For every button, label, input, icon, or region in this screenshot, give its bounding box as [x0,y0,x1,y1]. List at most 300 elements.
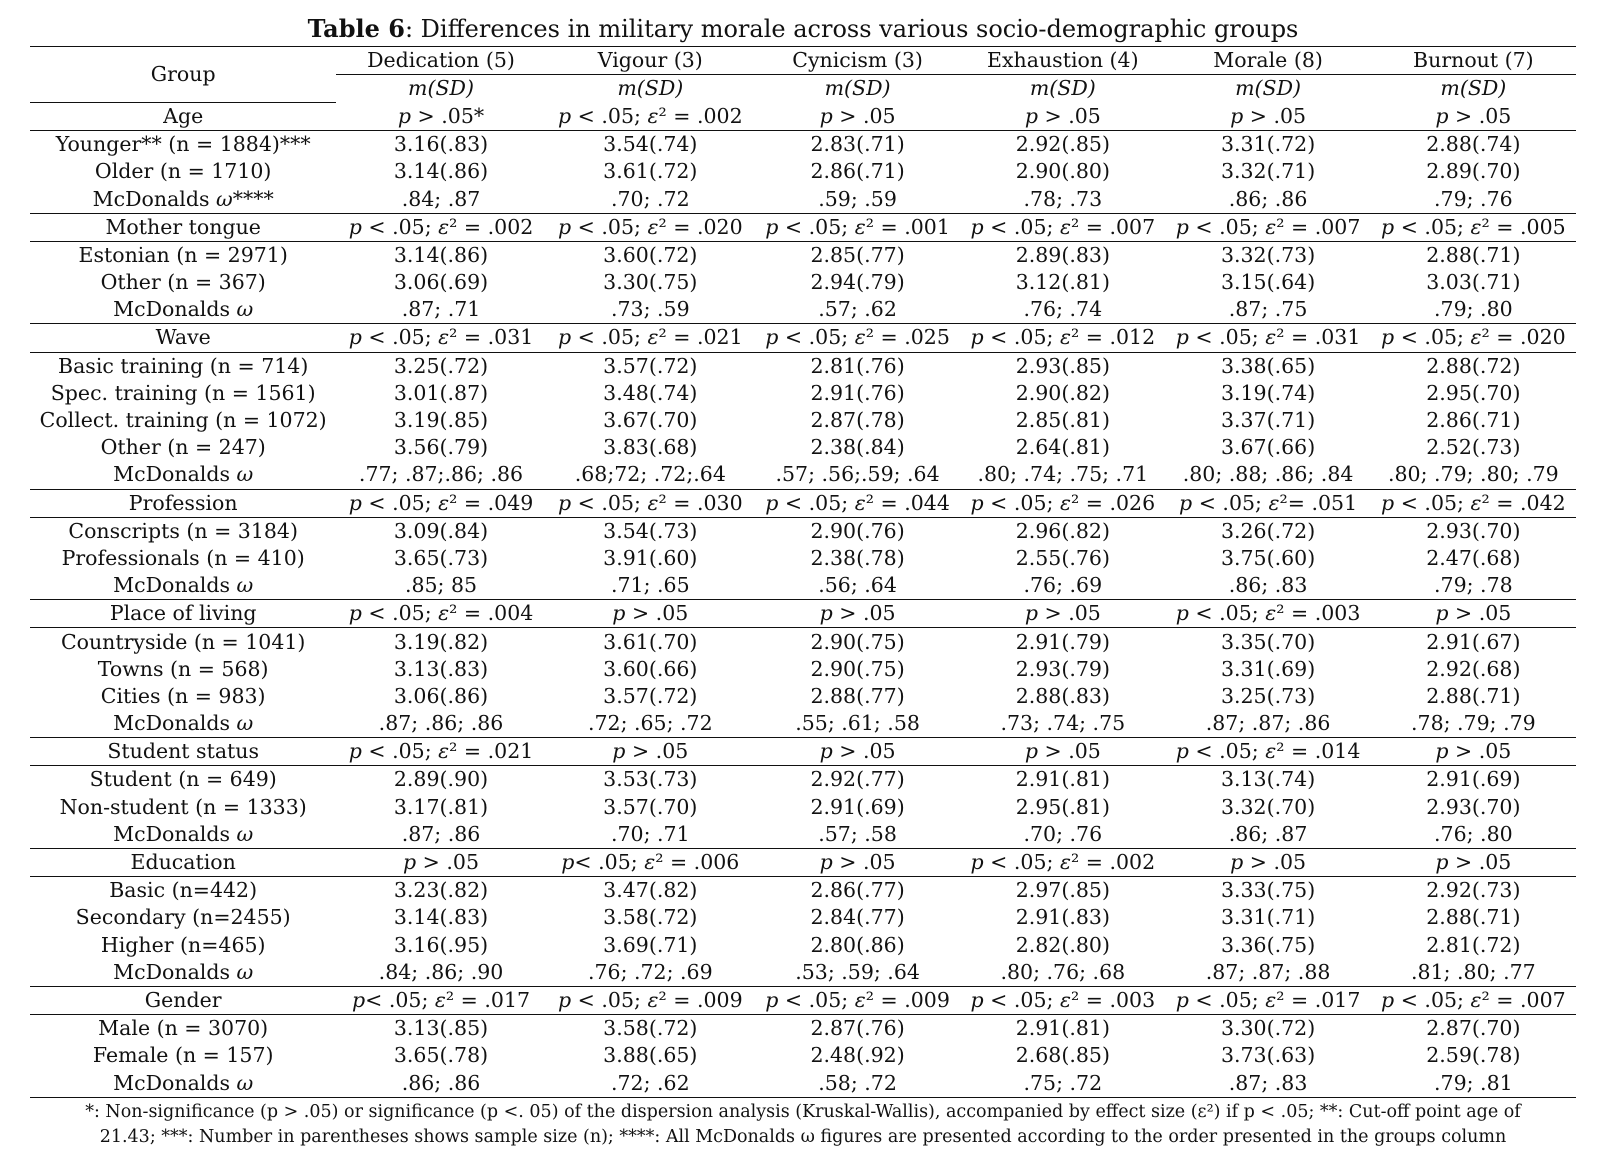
section-stat: p < .05; ε² = .021 [546,324,755,352]
group-column-header: Group [30,47,336,103]
value-cell: .70; .71 [610,821,690,846]
value-cell: 2.97(.85) [1015,878,1110,903]
value-cell: .86; .87 [1228,821,1308,846]
value-cell: .57; .56;.59; .64 [775,462,940,487]
section-header-row [30,324,1576,352]
value-cell: .57; .58 [818,821,897,846]
section-stat: p < .05; ε² = .001 [755,213,960,241]
group-cell: McDonalds ω [113,462,254,487]
value-cell: 3.69(.71) [603,932,698,957]
value-cell: 2.92(.73) [1426,878,1521,903]
value-cell: 3.14(.83) [393,905,489,930]
section-stat: p > .05 [1371,848,1576,876]
section-name: Profession [30,489,336,517]
column-header-exhaustion: Exhaustion (4) [960,47,1165,75]
table-row [30,380,1576,407]
section-stat: p > .05 [1165,102,1370,130]
section-name: Education [30,848,336,876]
morale-table [30,46,1576,1098]
value-cell: 3.30(.72) [1220,1016,1316,1041]
value-cell: 3.32(.70) [1220,794,1316,819]
value-cell: 2.47(.68) [1426,545,1521,570]
value-cell: .80; .88; .86; .84 [1182,462,1354,487]
value-cell: 2.93(.70) [1426,794,1521,819]
table-row [30,932,1576,959]
value-cell: 2.92(.77) [810,767,905,792]
column-header-vigour: Vigour (3) [546,47,755,75]
value-cell: 2.90(.75) [810,629,905,654]
value-cell: .77; .87;.86; .86 [358,462,524,487]
group-cell: Estonian (n = 2971) [78,242,288,267]
value-cell: 3.73(.63) [1220,1043,1316,1068]
value-cell: 3.32(.73) [1220,242,1316,267]
group-cell: Basic (n=442) [109,878,258,903]
group-cell: McDonalds ω [113,573,254,598]
section-stat: p > .05 [755,102,960,130]
section-stat: p > .05* [336,102,545,130]
value-cell: 3.06(.69) [393,270,489,295]
group-cell: Male (n = 3070) [98,1016,269,1041]
column-header-dedication: Dedication (5) [336,47,545,75]
value-cell: .72; .62 [546,1069,755,1097]
value-cell: 3.25(.73) [1220,683,1316,708]
value-cell: .84; .86; .90 [378,959,504,984]
value-cell: 2.87(.76) [810,1016,905,1041]
table-row [30,628,1576,656]
group-cell: Non-student (n = 1333) [59,794,307,819]
section-name: Age [30,102,336,130]
value-cell: 3.01(.87) [393,380,489,405]
value-cell: 3.26(.72) [1220,518,1316,543]
value-cell: 2.38(.84) [810,435,905,460]
table-row [30,241,1576,269]
value-cell: 2.38(.78) [810,545,905,570]
section-stat: p < .05; ε² = .002 [546,102,755,130]
value-cell: .86; .86 [1228,186,1308,211]
value-cell: 2.96(.82) [1015,518,1110,543]
subheader-msd: m(SD) [1235,76,1302,101]
value-cell: .84; .87 [401,186,481,211]
value-cell: 3.19(.74) [1220,380,1316,405]
group-cell: Female (n = 157) [92,1043,274,1068]
section-stat: p < .05; ε² = .017 [1165,986,1370,1014]
table-row [30,766,1576,794]
section-stat: p < .05; ε² = .009 [546,986,755,1014]
value-cell: 3.60(.66) [603,656,698,681]
group-cell: McDonalds ω [113,959,254,984]
value-cell: .78; .73 [1023,186,1103,211]
section-stat: p > .05 [755,738,960,766]
group-cell: McDonalds ω [113,821,254,846]
value-cell: .79; .80 [1434,297,1513,322]
table-row [30,572,1576,600]
value-cell: .85; 85 [404,573,478,598]
value-cell: 3.30(.75) [603,270,698,295]
value-cell: 3.17(.81) [393,794,489,819]
value-cell: 2.88(.74) [1426,132,1521,157]
group-cell: Towns (n = 568) [97,656,269,681]
group-cell: Cities (n = 983) [100,683,266,708]
group-cell: Secondary (n=2455) [75,905,291,930]
value-cell: .87; .71 [401,297,481,322]
subheader-msd: m(SD) [1029,76,1096,101]
value-cell: .55; .61; .58 [795,711,920,736]
value-cell: 3.65(.78) [393,1043,489,1068]
section-stat: p < .05; ε² = .002 [960,848,1165,876]
value-cell: 3.32(.71) [1220,159,1316,184]
value-cell: 3.06(.86) [393,683,489,708]
value-cell: .86; .83 [1228,573,1308,598]
section-stat: p > .05 [336,848,545,876]
value-cell: 2.93(.70) [1426,518,1521,543]
section-stat: p < .05; ε² = .007 [1165,213,1370,241]
value-cell: .86; .86 [336,1069,545,1097]
section-stat: p > .05 [960,600,1165,628]
section-header-row [30,489,1576,517]
value-cell: 2.86(.71) [810,159,905,184]
table-title [30,14,1576,46]
table-row [30,434,1576,461]
value-cell: 2.90(.80) [1015,159,1110,184]
table-row [30,710,1576,738]
table-body [30,102,1576,1097]
group-cell: McDonalds ω [113,297,254,322]
table-row [30,296,1576,324]
value-cell: 2.48(.92) [810,1043,905,1068]
value-cell: .73; .74; .75 [1000,711,1126,736]
value-cell: .70; .76 [1023,821,1103,846]
table-row [30,545,1576,572]
value-cell: 2.92(.68) [1426,656,1521,681]
value-cell: 3.16(.83) [393,132,489,157]
value-cell: 2.82(.80) [1015,932,1110,957]
section-stat: p < .05; ε² = .014 [1165,738,1370,766]
section-stat: p > .05 [960,102,1165,130]
value-cell: 2.91(.83) [1015,905,1110,930]
value-cell: 3.31(.71) [1220,905,1316,930]
value-cell: 2.85(.81) [1015,408,1110,433]
value-cell: 3.13(.85) [393,1016,489,1041]
value-cell: .78; .79; .79 [1411,711,1536,736]
value-cell: 3.36(.75) [1220,932,1316,957]
value-cell: .87; .87; .86 [1205,711,1331,736]
table-row [30,683,1576,710]
group-cell: Higher (n=465) [100,932,266,957]
section-name: Student status [30,738,336,766]
section-stat: p < .05; ε² = .012 [960,324,1165,352]
value-cell: 2.91(.69) [1426,767,1521,792]
value-cell: 3.65(.73) [393,545,489,570]
value-cell: 3.14(.86) [393,242,489,267]
value-cell: 2.83(.71) [810,132,905,157]
value-cell: 3.13(.74) [1220,767,1316,792]
value-cell: 2.95(.70) [1426,380,1521,405]
table-row [30,1015,1576,1043]
section-stat: p > .05 [960,738,1165,766]
value-cell: 3.91(.60) [603,545,698,570]
value-cell: .79; .78 [1434,573,1513,598]
value-cell: .59; .59 [818,186,897,211]
group-cell: Older (n = 1710) [94,159,272,184]
table-row [30,517,1576,545]
table-row [30,656,1576,683]
section-stat: p > .05 [1371,600,1576,628]
section-stat: p < .05; ε² = .031 [1165,324,1370,352]
value-cell: 2.90(.82) [1015,380,1110,405]
section-header-row [30,848,1576,876]
value-cell: 3.61(.72) [603,159,698,184]
section-name: Mother tongue [30,213,336,241]
group-cell: Other (n = 247) [100,435,266,460]
value-cell: 2.94(.79) [810,270,905,295]
value-cell: 2.93(.79) [1015,656,1110,681]
value-cell: 3.58(.72) [603,905,698,930]
group-cell: Professionals (n = 410) [61,545,305,570]
value-cell: 3.25(.72) [393,353,489,378]
subheader-msd: m(SD) [1440,76,1507,101]
value-cell: .80; .79; .80; .79 [1388,462,1559,487]
table-row [30,1042,1576,1069]
group-cell: McDonalds ω [113,711,254,736]
value-cell: .76; .74 [1023,297,1103,322]
value-cell: .87; .86 [401,821,481,846]
value-cell: 3.38(.65) [1220,353,1316,378]
section-stat: p > .05 [1165,848,1370,876]
section-stat: p < .05; ε² = .031 [336,324,545,352]
section-stat: p > .05 [1371,102,1576,130]
group-cell: McDonalds ω**** [92,186,274,211]
table-row [30,131,1576,159]
value-cell: .56; .64 [818,573,897,598]
section-header-row [30,738,1576,766]
section-header-row [30,213,1576,241]
group-cell: Younger** (n = 1884)*** [55,132,311,157]
value-cell: 3.31(.69) [1220,656,1316,681]
section-stat: p < .05; ε² = .004 [336,600,545,628]
value-cell: 2.92(.85) [1015,132,1110,157]
value-cell: 3.57(.72) [603,683,698,708]
value-cell: .58; .72 [755,1069,960,1097]
section-stat: p < .05; ε² = .030 [546,489,755,517]
section-stat: p < .05; ε² = .026 [960,489,1165,517]
table-row [30,959,1576,987]
section-stat: p < .05; ε² = .009 [755,986,960,1014]
value-cell: .71; .65 [610,573,690,598]
column-header-cynicism: Cynicism (3) [755,47,960,75]
value-cell: 3.61(.70) [603,629,698,654]
section-stat: p < .05; ε² = .005 [1371,213,1576,241]
value-cell: .87; .75 [1228,297,1308,322]
value-cell: 3.57(.70) [603,794,698,819]
value-cell: 2.85(.77) [810,242,905,267]
value-cell: 2.88(.71) [1426,905,1521,930]
subheader-msd: m(SD) [824,76,891,101]
value-cell: 2.86(.71) [1426,408,1521,433]
section-stat: p > .05 [755,600,960,628]
section-stat: p > .05 [546,600,755,628]
value-cell: 3.47(.82) [603,878,698,903]
section-name: Place of living [30,600,336,628]
value-cell: 2.91(.76) [810,380,905,405]
section-stat: p < .05; ε² = .025 [755,324,960,352]
value-cell: .79; .81 [1371,1069,1576,1097]
value-cell: 3.37(.71) [1220,408,1316,433]
value-cell: 2.52(.73) [1426,435,1521,460]
value-cell: .76; .69 [1023,573,1103,598]
header-row [30,47,1576,75]
value-cell: 3.75(.60) [1220,545,1316,570]
table-container [30,14,1576,1150]
value-cell: 3.67(.66) [1220,435,1316,460]
subheader-msd: m(SD) [408,76,474,101]
value-cell: .76; .80 [1434,821,1513,846]
value-cell: 3.54(.73) [603,518,698,543]
value-cell: 3.54(.74) [603,132,698,157]
value-cell: 2.93(.85) [1015,353,1110,378]
value-cell: 2.88(.77) [810,683,905,708]
value-cell: .79; .76 [1434,186,1513,211]
section-stat: p < .05; ε² = .042 [1371,489,1576,517]
section-name: Wave [30,324,336,352]
value-cell: .53; .59; .64 [795,959,920,984]
value-cell: 3.56(.79) [393,435,489,460]
value-cell: .68;72; .72;.64 [574,462,726,487]
section-header-row [30,102,1576,130]
value-cell: .76; .72; .69 [587,959,713,984]
group-cell: Student (n = 649) [89,767,277,792]
table-row [30,407,1576,434]
value-cell: .70; .72 [610,186,690,211]
section-stat: p > .05 [755,848,960,876]
table-row [30,1069,1576,1097]
section-stat: p < .05; ε²= .051 [1165,489,1370,517]
value-cell: 3.12(.81) [1015,270,1110,295]
value-cell: 2.80(.86) [810,932,905,957]
table-row [30,794,1576,821]
column-header-morale: Morale (8) [1165,47,1370,75]
value-cell: .87; .86; .86 [378,711,504,736]
value-cell: 2.88(.83) [1015,683,1110,708]
group-cell: Spec. training (n = 1561) [50,380,316,405]
value-cell: 2.91(.81) [1015,767,1110,792]
table-row [30,269,1576,296]
value-cell: 2.91(.67) [1426,629,1521,654]
group-cell: Conscripts (n = 3184) [68,518,298,543]
value-cell: 3.83(.68) [603,435,698,460]
table-row [30,461,1576,489]
footnote-line-2: 21.43; ***: Number in parentheses shows sample size (n); ****: All McDonalds ω figures are presented according to the order presented in the groups column [99,1126,1507,1147]
value-cell: 3.60(.72) [603,242,698,267]
value-cell: 3.33(.75) [1220,878,1316,903]
value-cell: 2.89(.83) [1015,242,1110,267]
value-cell: 3.16(.95) [393,932,489,957]
section-stat: p < .05; ε² = .044 [755,489,960,517]
value-cell: 2.88(.72) [1426,353,1521,378]
value-cell: 2.91(.79) [1015,629,1110,654]
value-cell: .81; .80; .77 [1411,959,1536,984]
table-title-label: Table 6 [307,14,405,43]
value-cell: 3.23(.82) [393,878,489,903]
value-cell: 2.81(.76) [810,353,905,378]
table-row [30,352,1576,380]
group-cell: McDonalds ω [30,1069,336,1097]
value-cell: 2.88(.71) [1426,242,1521,267]
value-cell: 2.88(.71) [1426,683,1521,708]
section-header-row [30,986,1576,1014]
value-cell: 2.64(.81) [1015,435,1110,460]
value-cell: 3.67(.70) [603,408,698,433]
table-row [30,877,1576,905]
section-stat: p < .05; ε² = .003 [1165,600,1370,628]
value-cell: 2.68(.85) [1015,1043,1110,1068]
section-stat: p > .05 [1371,738,1576,766]
section-stat: p < .05; ε² = .020 [1371,324,1576,352]
value-cell: .72; .65; .72 [587,711,713,736]
value-cell: .87; .83 [1165,1069,1370,1097]
value-cell: 2.87(.70) [1426,1016,1521,1041]
value-cell: .80; .74; .75; .71 [977,462,1149,487]
value-cell: 2.59(.78) [1426,1043,1521,1068]
table-title-text: : Differences in military morale across various socio-demographic groups [404,15,1299,43]
subheader-msd: m(SD) [617,76,684,101]
section-name: Gender [30,986,336,1014]
section-stat: p < .05; ε² = .020 [546,213,755,241]
value-cell: 2.55(.76) [1015,545,1110,570]
value-cell: 3.14(.86) [393,159,489,184]
section-stat: p < .05; ε² = .003 [960,986,1165,1014]
section-stat: p < .05; ε² = .002 [336,213,545,241]
column-header-burnout: Burnout (7) [1371,47,1576,75]
value-cell: 3.58(.72) [603,1016,698,1041]
table-footnote [30,1100,1576,1150]
value-cell: 2.84(.77) [810,905,905,930]
value-cell: 2.90(.75) [810,656,905,681]
value-cell: 2.89(.70) [1426,159,1521,184]
value-cell: 3.15(.64) [1220,270,1316,295]
value-cell: 2.91(.69) [810,794,905,819]
value-cell: .57; .62 [818,297,897,322]
value-cell: 2.90(.76) [810,518,905,543]
table-row [30,904,1576,931]
value-cell: 2.91(.81) [1015,1016,1110,1041]
value-cell: .75; .72 [960,1069,1165,1097]
group-cell: Countryside (n = 1041) [60,629,306,654]
value-cell: 3.35(.70) [1220,629,1316,654]
group-cell: Collect. training (n = 1072) [39,408,327,433]
table-row [30,185,1576,213]
value-cell: 2.89(.90) [393,767,489,792]
section-stat: p > .05 [546,738,755,766]
footnote-line-1: *: Non-significance (p > .05) or significance (p <. 05) of the dispersion analysis (Kruskal-Wallis), accompanied by effect size (ε²) if p < .05; **: Cut-off point age of [85,1101,1521,1122]
section-stat: p < .05; ε² = .007 [960,213,1165,241]
section-header-row [30,600,1576,628]
value-cell: 3.53(.73) [603,767,698,792]
section-stat: p < .05; ε² = .049 [336,489,545,517]
value-cell: 2.87(.78) [810,408,905,433]
section-stat: p < .05; ε² = .021 [336,738,545,766]
value-cell: .73; .59 [610,297,690,322]
table-row [30,158,1576,185]
value-cell: 3.31(.72) [1220,132,1316,157]
value-cell: 3.57(.72) [603,353,698,378]
value-cell: 3.19(.82) [393,629,489,654]
value-cell: .80; .76; .68 [1000,959,1126,984]
section-stat: p < .05; ε² = .007 [1371,986,1576,1014]
value-cell: .87; .87; .88 [1205,959,1331,984]
value-cell: 2.86(.77) [810,878,905,903]
value-cell: 3.88(.65) [603,1043,698,1068]
value-cell: 2.81(.72) [1426,932,1521,957]
